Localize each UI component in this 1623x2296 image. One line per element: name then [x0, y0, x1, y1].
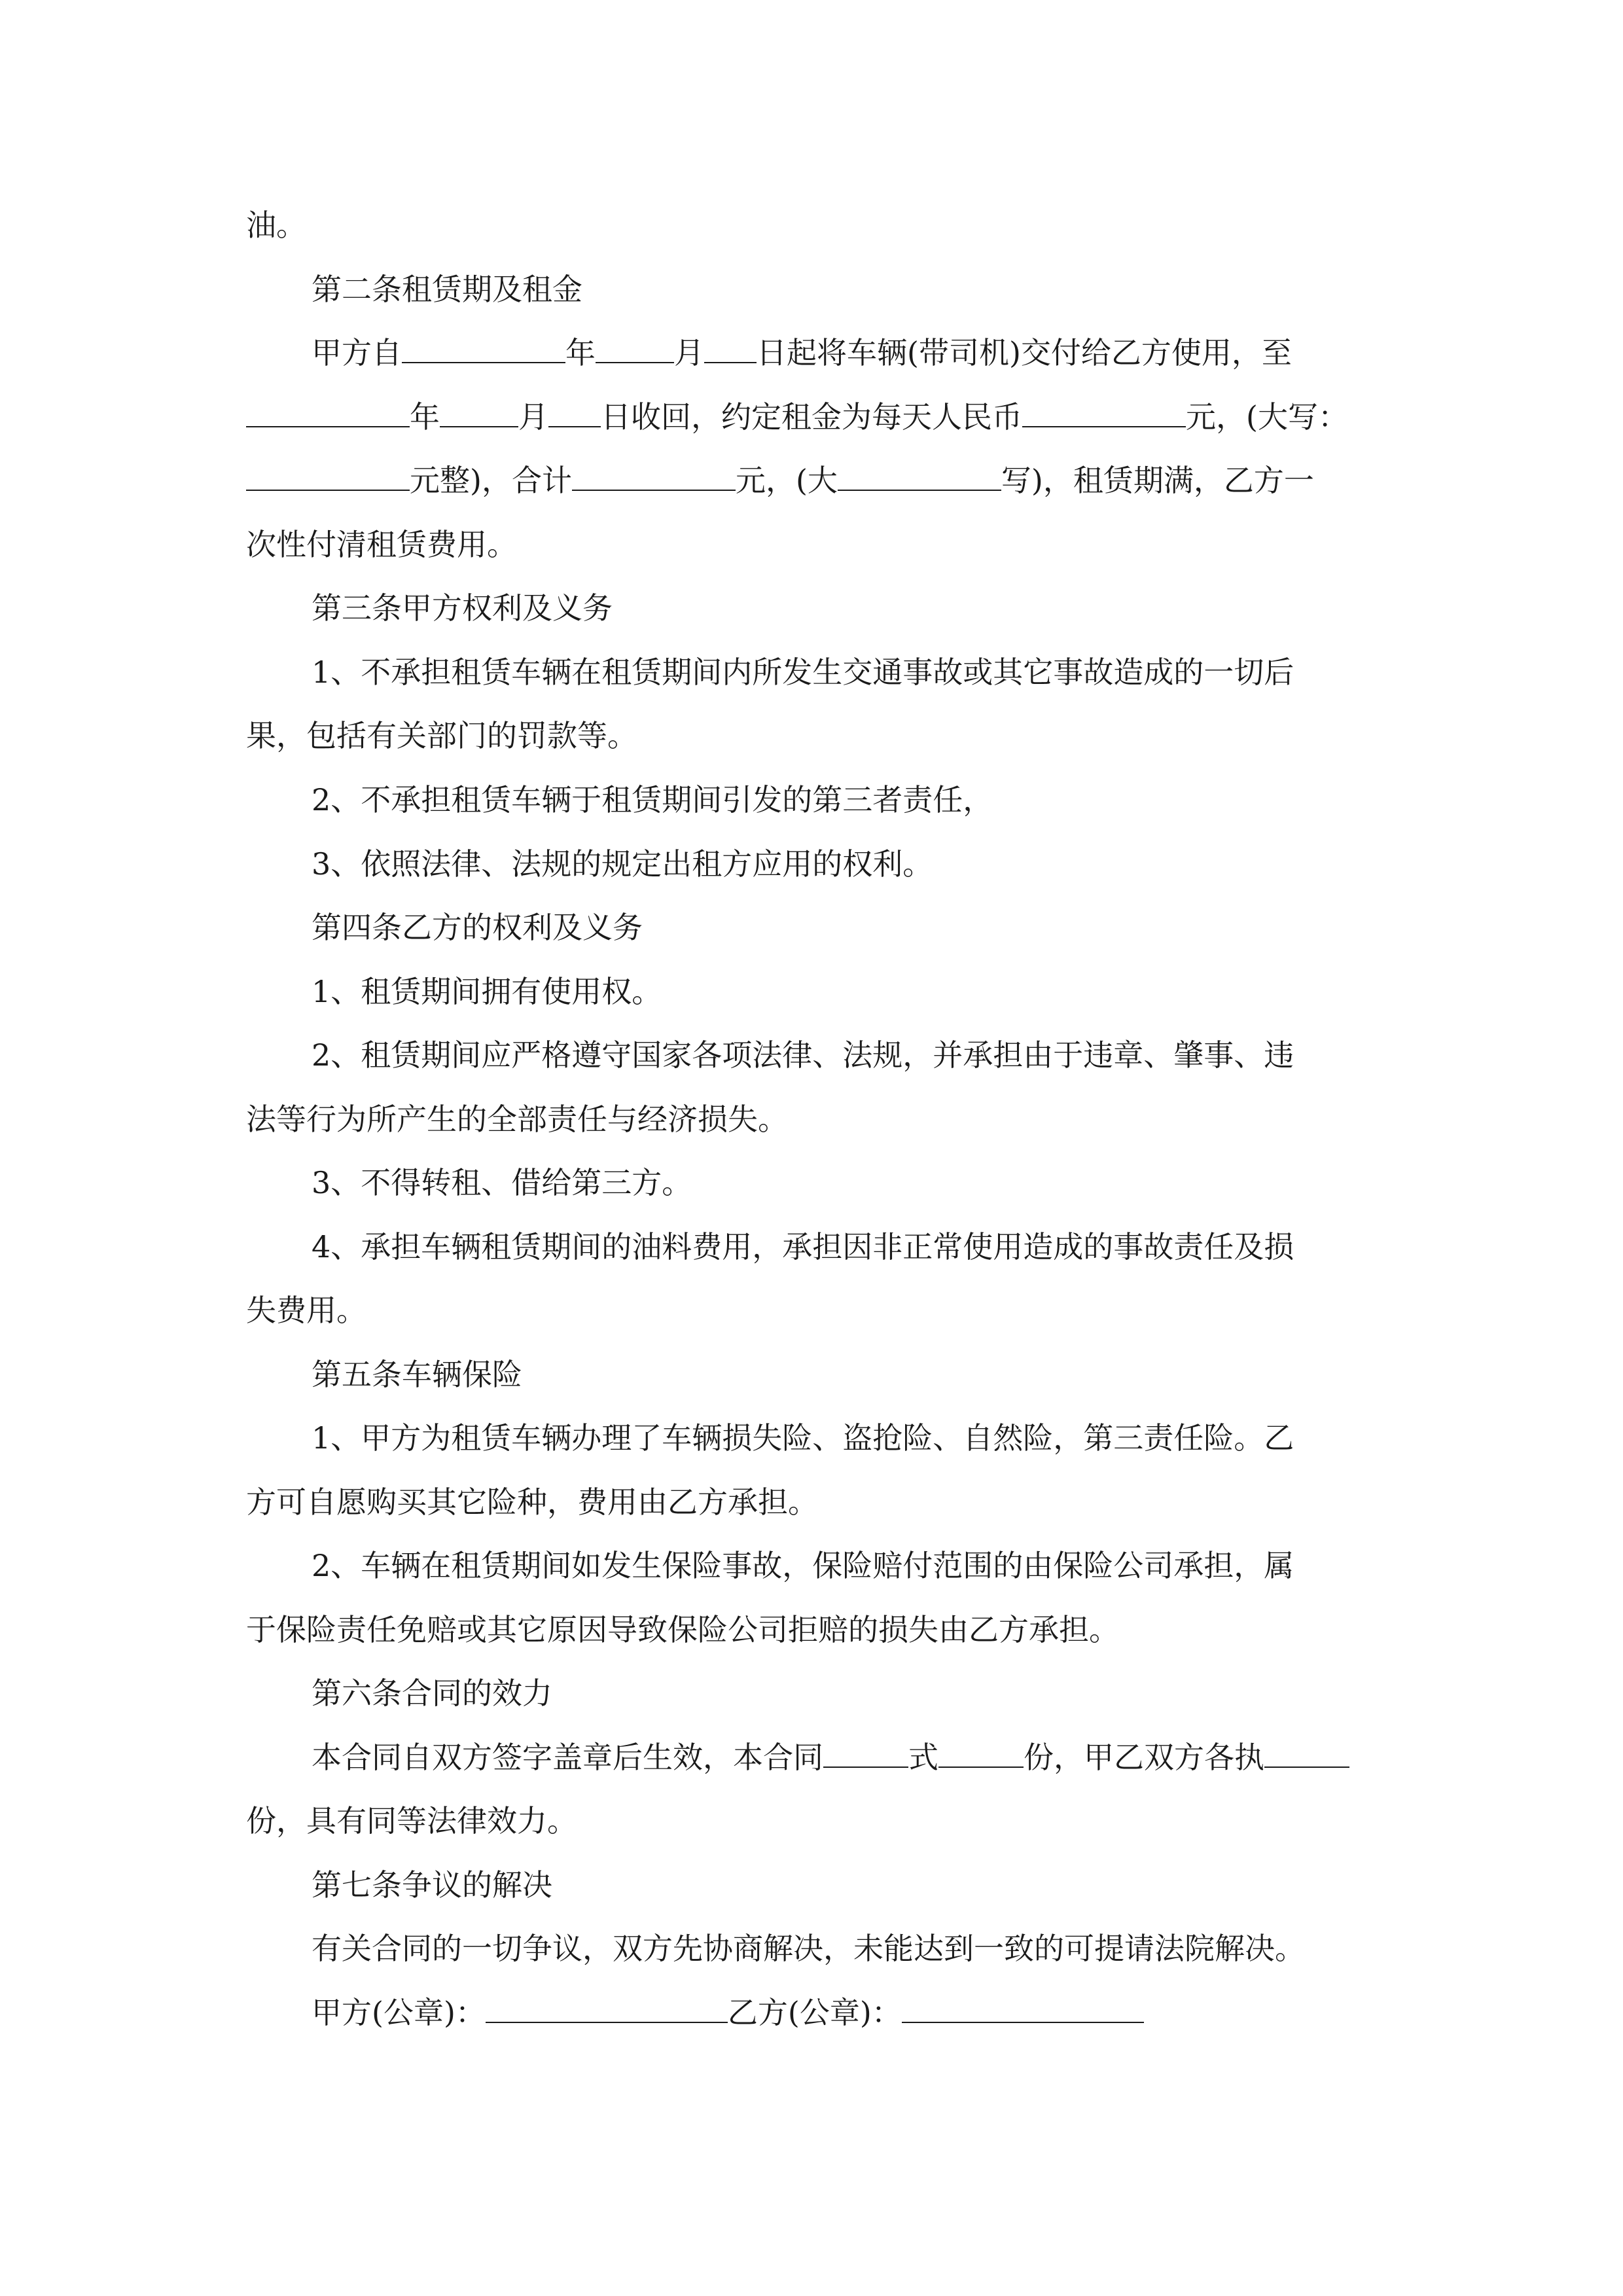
fill-in-blank[interactable] [402, 334, 565, 363]
fill-in-blank[interactable] [548, 399, 601, 427]
text-line: 果，包括有关部门的罚款等。 [246, 718, 637, 753]
party-b-seal-blank[interactable] [902, 1994, 1144, 2023]
fill-in-blank[interactable] [823, 1739, 908, 1768]
text-line: 3、依照法律、法规的规定出租方应用的权利。 [312, 846, 933, 882]
fill-in-blank[interactable] [1022, 399, 1186, 427]
text-line: 2、不承担租赁车辆于租赁期间引发的第三者责任， [312, 782, 993, 817]
text-line: 失费用。 [246, 1293, 366, 1328]
text-line: 本合同自双方签字盖章后生效，本合同 式 份，甲乙双方各执 [312, 1738, 1378, 1777]
fill-in-blank[interactable] [246, 399, 410, 427]
article-6-heading: 第六条合同的效力 [312, 1676, 552, 1711]
text-line: 年 月 日收回，约定租金为每天人民币 元，(大写： [246, 397, 1378, 437]
text-line: 1、甲方为租赁车辆办理了车辆损失险、盗抢险、自然险，第三责任险。乙 [312, 1420, 1294, 1456]
article-2-heading: 第二条租赁期及租金 [312, 272, 582, 307]
text-line: 份，具有同等法律效力。 [246, 1803, 577, 1839]
fill-in-blank[interactable] [246, 462, 410, 491]
text-line: 方可自愿购买其它险种，费用由乙方承担。 [246, 1484, 818, 1520]
text-line: 油。 [246, 207, 306, 243]
text-line: 2、车辆在租赁期间如发生保险事故，保险赔付范围的由保险公司承担，属 [312, 1548, 1294, 1583]
article-5-heading: 第五条车辆保险 [312, 1357, 522, 1392]
article-3-heading: 第三条甲方权利及义务 [312, 590, 613, 626]
article-7-heading: 第七条争议的解决 [312, 1867, 552, 1903]
text-line: 1、租赁期间拥有使用权。 [312, 974, 662, 1009]
fill-in-blank[interactable] [704, 334, 757, 363]
text-line: 于保险责任免赔或其它原因导致保险公司拒赔的损失由乙方承担。 [246, 1612, 1119, 1647]
text-line: 有关合同的一切争议，双方先协商解决，未能达到一致的可提请法院解决。 [312, 1931, 1305, 1966]
fill-in-blank[interactable] [572, 462, 736, 491]
text-line: 4、承担车辆租赁期间的油料费用，承担因非正常使用造成的事故责任及损 [312, 1229, 1294, 1265]
text-line: 2、租赁期间应严格遵守国家各项法律、法规，并承担由于违章、肇事、违 [312, 1037, 1294, 1073]
fill-in-blank[interactable] [596, 334, 674, 363]
article-4-heading: 第四条乙方的权利及义务 [312, 910, 643, 945]
fill-in-blank[interactable] [838, 462, 1001, 491]
text-line: 甲方自 年 月 日起将车辆(带司机)交付给乙方使用，至 [312, 335, 1292, 370]
signature-line: 甲方(公章)： 乙方(公章)： [312, 1993, 1378, 2032]
text-line: 次性付清租赁费用。 [246, 527, 517, 562]
text-line: 1、不承担租赁车辆在租赁期间内所发生交通事故或其它事故造成的一切后 [312, 655, 1294, 690]
text-line: 元整)，合计 元，(大 写)，租赁期满，乙方一 [246, 461, 1378, 500]
text-line: 法等行为所产生的全部责任与经济损失。 [246, 1102, 788, 1137]
text-line: 3、不得转租、借给第三方。 [312, 1165, 692, 1200]
fill-in-blank[interactable] [440, 399, 518, 427]
fill-in-blank[interactable] [938, 1739, 1024, 1768]
party-a-seal-blank[interactable] [486, 1994, 728, 2023]
fill-in-blank[interactable] [1264, 1739, 1349, 1768]
